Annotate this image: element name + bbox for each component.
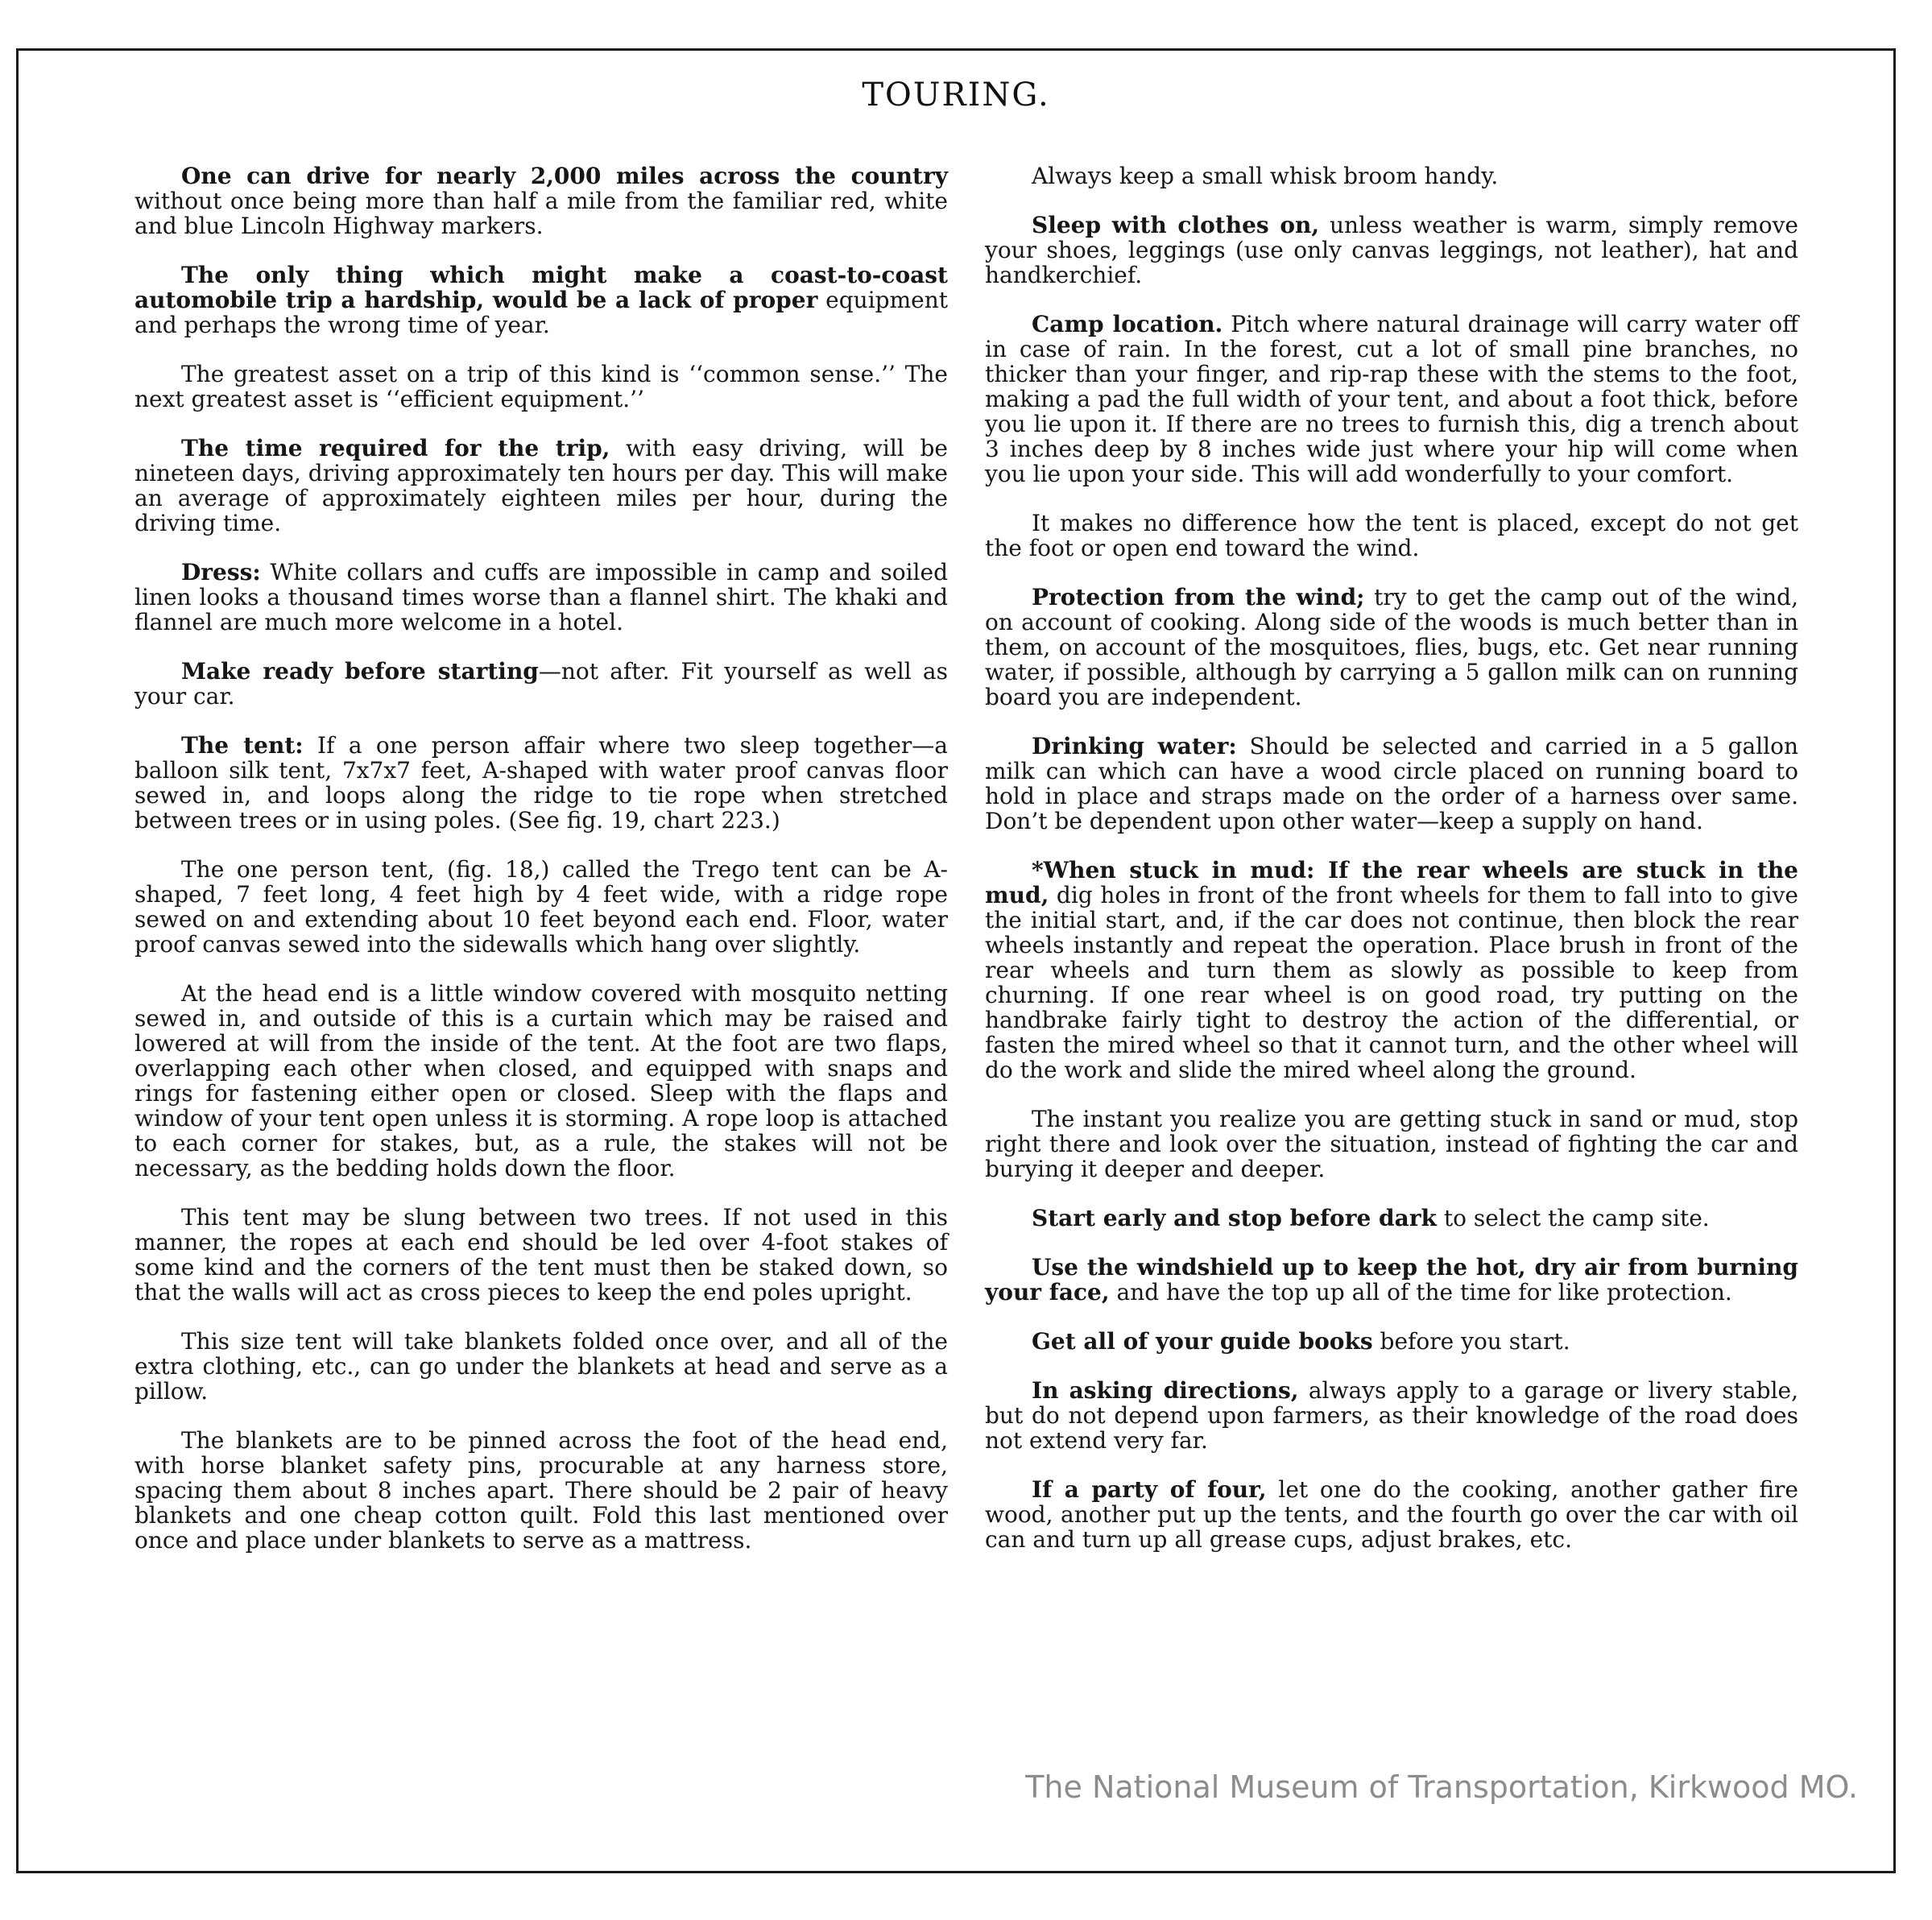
paragraph: [134, 981, 948, 1181]
paragraph-text: without once being more than half a mile from the familiar red, white and blue Lincoln Highway markers.: [134, 188, 948, 239]
paragraph-text: before you start.: [1372, 1328, 1570, 1355]
paragraph-lead: One can drive for nearly 2,000 miles across the country: [181, 163, 948, 189]
paragraph: [134, 163, 948, 238]
paragraph-text: —not after. Fit yourself as well as your car.: [134, 658, 948, 710]
paragraph-lead: Sleep with clothes on,: [1032, 212, 1320, 238]
paragraph-text: unless weather is warm, simply remove your shoes, leggings (use only canvas leggings, not leather), hat and handkerchief.: [985, 212, 1798, 288]
paragraph-text: The greatest asset on a trip of this kind is ‘‘common sense.’’ The next greatest asset is ‘‘efficient equipment.’’: [134, 361, 948, 412]
paragraph-text: dig holes in front of the front wheels for them to fall into to give the initial start, and, if the car does not continue, then block the rear wheels instantly and repeat the operation. Place brush in front of the rear wheels and turn them as slowly as possible to keep from churning. If one rear wheel is on good road, try putting on the handbrake fairly tight to destroy the action of the differential, or fasten the mired wheel so that it cannot turn, and the other wheel will do the work and slide the mired wheel along the ground.: [985, 882, 1798, 1083]
paragraph-text: This size tent will take blankets folded once over, and all of the extra clothing, etc., can go under the blankets at head and serve as a pillow.: [134, 1328, 948, 1405]
paragraph-text: Always keep a small whisk broom handy.: [1032, 163, 1499, 189]
paragraph: [134, 857, 948, 957]
paragraph-text: let one do the cooking, another gather fire wood, another put up the tents, and the fourth go over the car with oil can and turn up all grease cups, adjust brakes, etc.: [985, 1476, 1798, 1553]
paragraph-text: This tent may be slung between two trees. If not used in this manner, the ropes at each end should be led over 4-foot stakes of some kind and the corners of the tent must then be staked down, so that the walls will act as cross pieces to keep the end poles upright.: [134, 1204, 948, 1306]
page-title: TOURING.: [862, 77, 1050, 114]
paragraph: [134, 263, 948, 337]
paragraph-text: to select the camp site.: [1436, 1205, 1710, 1231]
left-column: [134, 163, 948, 1577]
paragraph-text: Should be selected and carried in a 5 gallon milk can which can have a wood circle placed on running board to hold in place and straps made on the order of a harness over same. Don’t be dependent upon other water—keep a supply on hand.: [985, 733, 1798, 834]
paragraph-text: The one person tent, (fig. 18,) called the Trego tent can be A-shaped, 7 feet long, 4 feet high by 4 feet wide, with a ridge rope sewed on and extending about 10 feet beyond each end. Floor, water proof canvas sewed into the sidewalls which hang over slightly.: [134, 856, 948, 958]
paragraph-text: At the head end is a little window covered with mosquito netting sewed in, and outside of this is a curtain which may be raised and lowered at will from the inside of the tent. At the foot are two flaps, overlapping each other when closed, and equipped with snaps and rings for fastening either open or closed. Sleep with the flaps and window of your tent open unless it is storming. A rope loop is attached to each corner for stakes, but, as a rule, the stakes will not be necessary, as the bedding holds down the floor.: [134, 980, 948, 1181]
paragraph-text: The blankets are to be pinned across the foot of the head end, with horse blanket safety pins, procurable at any harness store, spacing them about 8 inches apart. There should be 2 pair of heavy blankets and one cheap cotton quilt. Fold this last mentioned over once and place under blankets to serve as a mattress.: [134, 1427, 948, 1554]
paragraph: [134, 1428, 948, 1553]
paragraph-lead: The only thing which might make a coast-to-coast automobile trip a hardship, would be a lack of proper: [134, 262, 948, 313]
paragraph: [985, 858, 1798, 1082]
paragraph-text: with easy driving, will be nineteen days, driving approximately ten hours per day. This will make an average of approximately eighteen miles per hour, during the driving time.: [134, 435, 948, 536]
paragraph: [985, 1477, 1798, 1552]
paragraph: [134, 436, 948, 536]
paragraph-text: White collars and cuffs are impossible in camp and soiled linen looks a thousand times worse than a flannel shirt. The khaki and flannel are much more welcome in a hotel.: [134, 559, 948, 635]
watermark: The National Museum of Transportation, Kirkwood MO.: [1025, 1769, 1858, 1805]
page-frame: [16, 48, 1896, 1873]
paragraph: [985, 734, 1798, 834]
paragraph-lead: Protection from the wind;: [1032, 584, 1365, 610]
paragraph-lead: The tent:: [181, 732, 304, 759]
paragraph-text: equipment and perhaps the wrong time of year.: [134, 287, 948, 338]
paragraph: [985, 1107, 1798, 1181]
paragraph-lead: Start early and stop before dark: [1032, 1205, 1437, 1231]
paragraph-text: It makes no difference how the tent is placed, except do not get the foot or open end toward the wind.: [985, 510, 1798, 561]
paragraph-lead: In asking directions,: [1032, 1377, 1299, 1404]
paragraph-text: always apply to a garage or livery stable, but do not depend upon farmers, as their knowledge of the road does not extend very far.: [985, 1377, 1798, 1454]
paragraph-text: If a one person affair where two sleep together—a balloon silk tent, 7x7x7 feet, A-shaped with water proof canvas floor sewed in, and loops along the ridge to tie rope when stretched between trees or in using poles. (See fig. 19, chart 223.): [134, 732, 948, 834]
paragraph-lead: Drinking water:: [1032, 733, 1237, 759]
paragraph: [134, 362, 948, 412]
paragraph: [134, 733, 948, 833]
paragraph-lead: *When stuck in mud: If the rear wheels are stuck in the mud,: [985, 857, 1798, 908]
paragraph-lead: Get all of your guide books: [1032, 1328, 1373, 1355]
paragraph-lead: Dress:: [181, 559, 261, 586]
paragraph: [985, 1255, 1798, 1305]
paragraph-text: and have the top up all of the time for like protection.: [1109, 1279, 1732, 1306]
paragraph-lead: Make ready before starting: [181, 658, 539, 685]
paragraph: [985, 585, 1798, 710]
paragraph: [985, 511, 1798, 561]
paragraph-text: try to get the camp out of the wind, on account of cooking. Along side of the woods is much better than in them, on account of the mosquitoes, flies, bugs, etc. Get near running water, if possible, although by carrying a 5 gallon milk can on running board you are independent.: [985, 584, 1798, 710]
paragraph-lead: The time required for the trip,: [181, 435, 610, 461]
paragraph: [985, 312, 1798, 486]
right-column: [985, 163, 1798, 1576]
paragraph: [985, 213, 1798, 288]
paragraph: [134, 560, 948, 635]
paragraph: [985, 163, 1798, 188]
paragraph-lead: Camp location.: [1032, 311, 1223, 337]
paragraph-lead: If a party of four,: [1032, 1476, 1267, 1503]
paragraph-lead: Use the windshield up to keep the hot, dry air from burning your face,: [985, 1254, 1798, 1306]
paragraph-text: Pitch where natural drainage will carry water off in case of rain. In the forest, cut a lot of small pine branches, no thicker than your finger, and rip-rap these with the stems to the foot, making a pad the full width of your tent, and about a foot thick, before you lie upon it. If there are no trees to furnish this, dig a trench about 3 inches deep by 8 inches wide just where your hip will come when you lie upon your side. This will add wonderfully to your comfort.: [985, 311, 1798, 487]
paragraph: [134, 1329, 948, 1404]
paragraph-text: The instant you realize you are getting stuck in sand or mud, stop right there and look over the situation, instead of fighting the car and burying it deeper and deeper.: [985, 1106, 1798, 1182]
paragraph: [134, 1205, 948, 1305]
paragraph: [985, 1329, 1798, 1354]
paragraph: [985, 1206, 1798, 1231]
paragraph: [985, 1378, 1798, 1453]
paragraph: [134, 659, 948, 709]
